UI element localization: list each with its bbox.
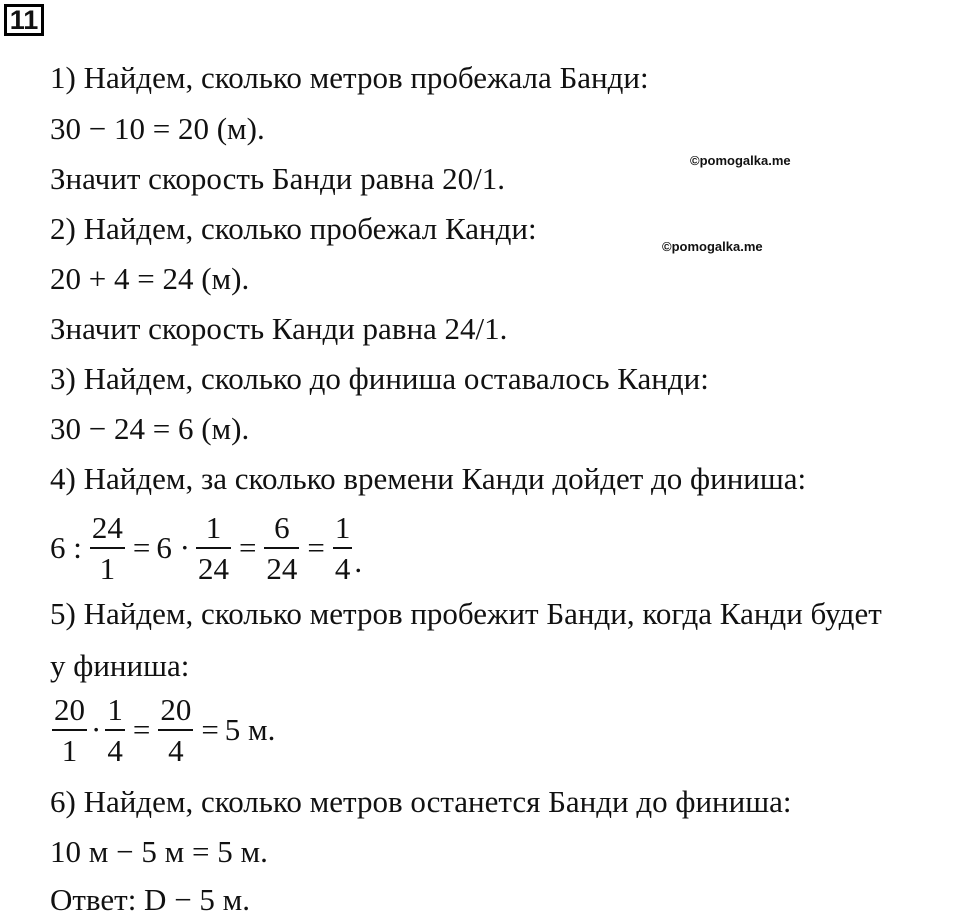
equals-sign: = bbox=[238, 530, 257, 565]
step-3-heading: 3) Найдем, сколько до финиша оставалось Канди: bbox=[50, 361, 709, 396]
numerator: 1 bbox=[205, 510, 222, 545]
denominator: 4 bbox=[334, 551, 351, 586]
watermark: ©pomogalka.me bbox=[662, 239, 763, 254]
equals-sign: = bbox=[132, 712, 151, 747]
fraction-bar bbox=[196, 547, 231, 549]
step-5-heading-cont: у финиша: bbox=[50, 648, 190, 683]
task-number: 11 bbox=[4, 4, 44, 36]
denominator: 24 bbox=[197, 551, 229, 586]
step-4-formula bbox=[50, 512, 362, 584]
period: . bbox=[354, 544, 363, 579]
denominator: 4 bbox=[107, 733, 123, 768]
denominator: 1 bbox=[99, 551, 116, 586]
numerator: 20 bbox=[160, 692, 192, 727]
numerator: 20 bbox=[54, 692, 85, 727]
fraction bbox=[105, 694, 125, 766]
step-3-calc: 30 − 24 = 6 (м). bbox=[50, 411, 250, 446]
fraction bbox=[52, 694, 87, 766]
fraction-bar bbox=[52, 729, 87, 731]
answer: Ответ: D − 5 м. bbox=[50, 882, 251, 917]
fraction-bar bbox=[105, 729, 125, 731]
bandi-speed: Значит скорость Банди равна 20/1. bbox=[50, 161, 505, 196]
fraction bbox=[264, 512, 299, 584]
equals-sign: = bbox=[201, 712, 219, 747]
watermark: ©pomogalka.me bbox=[690, 153, 791, 168]
fraction bbox=[90, 512, 125, 584]
numerator: 6 bbox=[274, 510, 290, 545]
fraction bbox=[158, 694, 193, 766]
equals-sign: = bbox=[307, 530, 325, 565]
step-6-calc: 10 м − 5 м = 5 м. bbox=[50, 834, 268, 869]
numerator: 1 bbox=[334, 510, 351, 545]
fraction-bar bbox=[158, 729, 193, 731]
step-6-heading: 6) Найдем, сколько метров останется Банди до финиша: bbox=[50, 784, 792, 819]
step-4-heading: 4) Найдем, за сколько времени Канди дойдет до финиша: bbox=[50, 461, 807, 496]
denominator: 1 bbox=[61, 733, 78, 768]
numerator: 24 bbox=[91, 510, 123, 545]
step-5-heading: 5) Найдем, сколько метров пробежит Банди, когда Канди будет bbox=[50, 596, 882, 631]
formula-text: 6 · bbox=[156, 530, 190, 565]
step-2-calc: 20 + 4 = 24 (м). bbox=[50, 261, 250, 296]
formula-text: 6 : bbox=[50, 530, 82, 565]
step-1-calc: 30 − 10 = 20 (м). bbox=[50, 111, 265, 146]
step-2-heading: 2) Найдем, сколько пробежал Канди: bbox=[50, 211, 537, 246]
fraction bbox=[196, 512, 231, 584]
denominator: 4 bbox=[168, 733, 184, 768]
step-1-heading: 1) Найдем, сколько метров пробежала Банди: bbox=[50, 60, 649, 95]
fraction-bar bbox=[333, 547, 353, 549]
numerator: 1 bbox=[107, 692, 123, 727]
fraction-bar bbox=[264, 547, 299, 549]
fraction bbox=[333, 512, 353, 584]
formula-result: 5 м. bbox=[224, 712, 276, 747]
fraction-bar bbox=[90, 547, 125, 549]
equals-sign: = bbox=[132, 530, 151, 565]
multiply-dot: · bbox=[91, 712, 102, 747]
denominator: 24 bbox=[266, 551, 298, 586]
kandi-speed: Значит скорость Канди равна 24/1. bbox=[50, 311, 508, 346]
step-5-formula bbox=[50, 694, 275, 766]
